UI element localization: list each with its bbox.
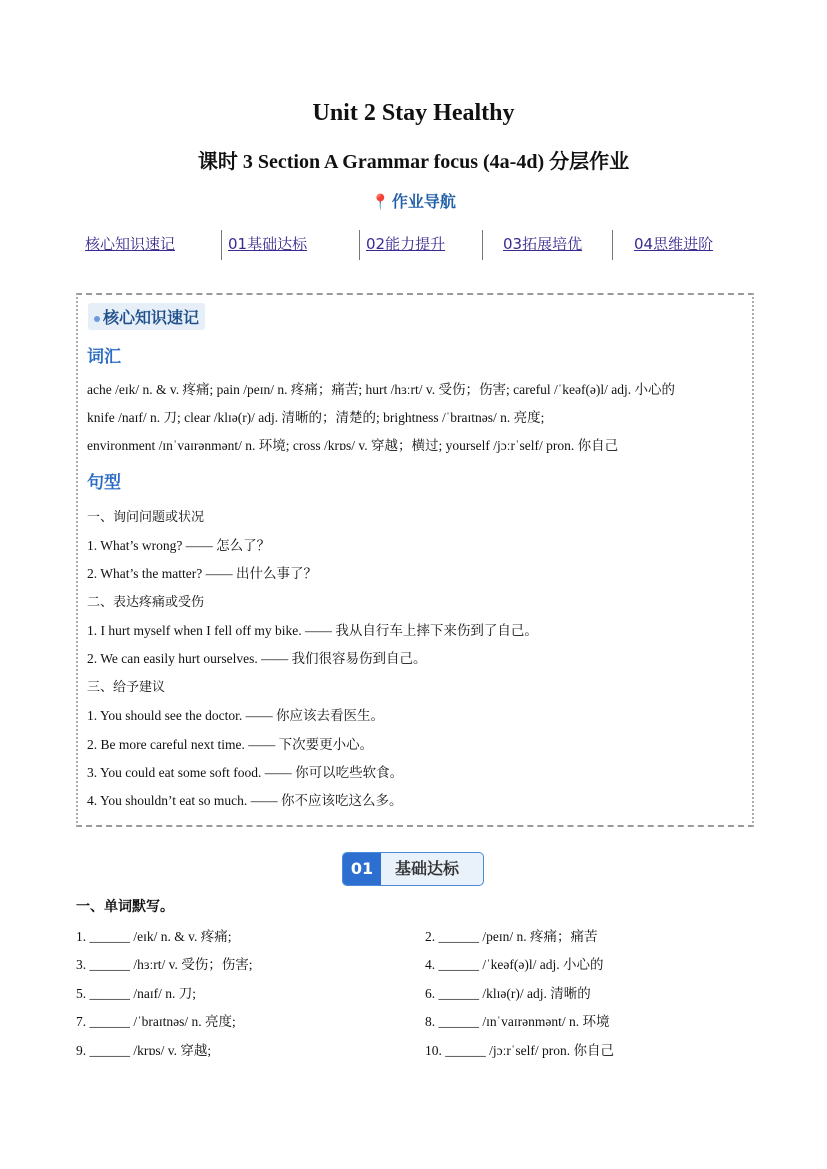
homework-nav-label: 作业导航 <box>391 192 456 211</box>
bullet-icon <box>94 316 100 322</box>
nav-divider <box>359 230 360 260</box>
sentence-group-title: 一、询问问题或状况 <box>87 510 205 525</box>
homework-nav-title <box>0 189 827 212</box>
exercise-item: 10. ______ /jɔːrˈself/ pron. 你自己 <box>425 1043 614 1058</box>
knowledge-tag-label: 核心知识速记 <box>103 308 200 327</box>
exercise-item: 4. ______ /ˈkeəf(ə)l/ adj. 小心的 <box>425 957 604 972</box>
sentence-group-title: 三、给予建议 <box>87 680 166 695</box>
page-subtitle: 课时 3 Section A Grammar focus (4a-4d) 分层作业 <box>197 151 630 173</box>
sentence-line: 1. What’s wrong? —— 怎么了？ <box>87 538 271 553</box>
nav-link-extension[interactable]: 03拓展培优 <box>503 235 583 253</box>
knowledge-tag <box>88 303 205 330</box>
section-badge <box>342 852 484 886</box>
vocab-line: knife /naɪf/ n. 刀; clear /klɪə(r)/ adj. 清晰的；清楚的; brightness /ˈbraɪtnəs/ n. 亮度; <box>87 410 545 425</box>
page-title: Unit 2 Stay Healthy <box>312 100 515 126</box>
exercise-item: 6. ______ /klɪə(r)/ adj. 清晰的 <box>425 986 591 1001</box>
nav-divider <box>221 230 222 260</box>
exercise-item: 2. ______ /peɪn/ n. 疼痛；痛苦 <box>425 929 598 944</box>
sentence-group-title: 二、表达疼痛或受伤 <box>87 595 205 610</box>
vocab-heading: 词汇 <box>87 347 121 367</box>
nav-link-core-knowledge[interactable]: 核心知识速记 <box>85 235 176 253</box>
sentence-line: 1. You should see the doctor. —— 你应该去看医生。 <box>87 708 384 723</box>
vocab-line: environment /ɪnˈvaɪrənmənt/ n. 环境; cross /krɒs/ v. 穿越；横过; yourself /jɔːrˈself/ pron. 你自己 <box>87 438 619 453</box>
exercise-item: 3. ______ /hɜːrt/ v. 受伤；伤害; <box>76 957 253 972</box>
sentence-line: 1. I hurt myself when I fell off my bike. —— 我从自行车上摔下来伤到了自己。 <box>87 623 538 638</box>
homework-nav <box>76 230 756 260</box>
nav-link-ability[interactable]: 02能力提升 <box>366 235 446 253</box>
nav-link-thinking[interactable]: 04思维进阶 <box>634 235 714 253</box>
sentence-line: 4. You shouldn’t eat so much. —— 你不应该吃这么多。 <box>87 793 403 808</box>
nav-divider <box>612 230 613 260</box>
sentence-line: 3. You could eat some soft food. —— 你可以吃些软食。 <box>87 765 404 780</box>
vocab-line: ache /eɪk/ n. & v. 疼痛; pain /peɪn/ n. 疼痛；痛苦; hurt /hɜːrt/ v. 受伤；伤害; careful /ˈkeəf(ə)l/ adj. 小心的 <box>87 382 676 397</box>
sentence-heading: 句型 <box>87 473 121 493</box>
exercise-item: 8. ______ /ɪnˈvaɪrənmənt/ n. 环境 <box>425 1014 610 1029</box>
exercise-item: 5. ______ /naɪf/ n. 刀; <box>76 986 196 1001</box>
nav-divider <box>482 230 483 260</box>
sentence-line: 2. Be more careful next time. —— 下次要更小心。 <box>87 737 374 752</box>
section-badge-number: 01 <box>343 853 381 885</box>
location-pin-icon: 📍 <box>371 193 390 211</box>
nav-link-basic[interactable]: 01基础达标 <box>228 235 308 253</box>
exercise-item: 1. ______ /eɪk/ n. & v. 疼痛; <box>76 929 232 944</box>
exercise-item: 9. ______ /krɒs/ v. 穿越; <box>76 1043 212 1058</box>
task-title: 一、单词默写。 <box>76 899 174 915</box>
sentence-line: 2. What’s the matter? —— 出什么事了？ <box>87 566 317 581</box>
section-badge-label: 基础达标 <box>395 859 460 878</box>
sentence-line: 2. We can easily hurt ourselves. —— 我们很容易伤到自己。 <box>87 651 427 666</box>
exercise-item: 7. ______ /ˈbraɪtnəs/ n. 亮度; <box>76 1014 236 1029</box>
